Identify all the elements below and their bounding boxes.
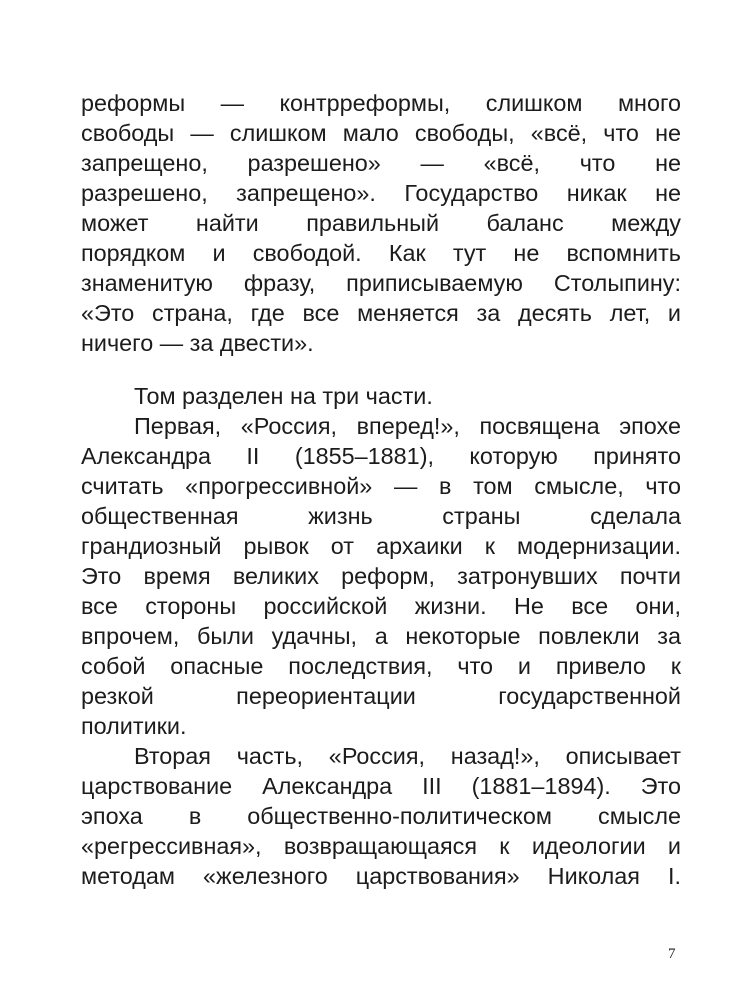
text-line: порядком и свободой. Как тут не вспомнить (81, 240, 681, 266)
text-line: собой опасные последствия, что и привело к (81, 653, 681, 679)
text-line: все стороны российской жизни. Не все они, (81, 593, 681, 619)
text-line: эпоха в общественно-политическом смысле (81, 803, 681, 829)
text-line: политики. (81, 713, 187, 739)
text-line: грандиозный рывок от архаики к модернизации. (81, 533, 681, 559)
text-line: «Это страна, где все меняется за десять лет, и (81, 300, 681, 326)
paragraph-continuation (81, 88, 681, 358)
text-line: Том разделен на три части. (134, 383, 433, 409)
text-block-top (81, 88, 681, 358)
text-line: Это время великих реформ, затронувших почти (81, 563, 681, 589)
text-line: резкой переориентации государственной (81, 683, 681, 709)
text-line: Александра II (1855–1881), которую принято (81, 443, 681, 469)
page-number: 7 (668, 946, 676, 962)
text-line: Первая, «Россия, вперед!», посвящена эпохе (134, 413, 681, 439)
text-line: считать «прогрессивной» — в том смысле, что (81, 473, 681, 499)
text-line: «регрессивная», возвращающаяся к идеологии и (81, 833, 681, 859)
text-line: знаменитую фразу, приписываемую Столыпину: (81, 270, 681, 296)
text-line: ничего — за двести». (81, 330, 314, 356)
paragraph-part-two (81, 741, 681, 891)
text-line: запрещено, разрешено» — «всё, что не (81, 150, 681, 176)
text-line: впрочем, были удачны, а некоторые повлекли за (81, 623, 681, 649)
text-line: царствование Александра III (1881–1894). Это (81, 773, 681, 799)
paragraph-volume-intro (81, 381, 681, 411)
text-line: может найти правильный баланс между (81, 210, 681, 236)
text-line: свободы — слишком мало свободы, «всё, что не (81, 120, 681, 146)
paragraph-part-one (81, 411, 681, 741)
text-line: разрешено, запрещено». Государство никак не (81, 180, 681, 206)
text-line: общественная жизнь страны сделала (81, 503, 681, 529)
text-line: Вторая часть, «Россия, назад!», описывает (134, 743, 681, 769)
text-line: методам «железного царствования» Николая I. (81, 863, 681, 889)
text-block-main (81, 381, 681, 891)
text-line: реформы — контрреформы, слишком много (81, 90, 681, 116)
